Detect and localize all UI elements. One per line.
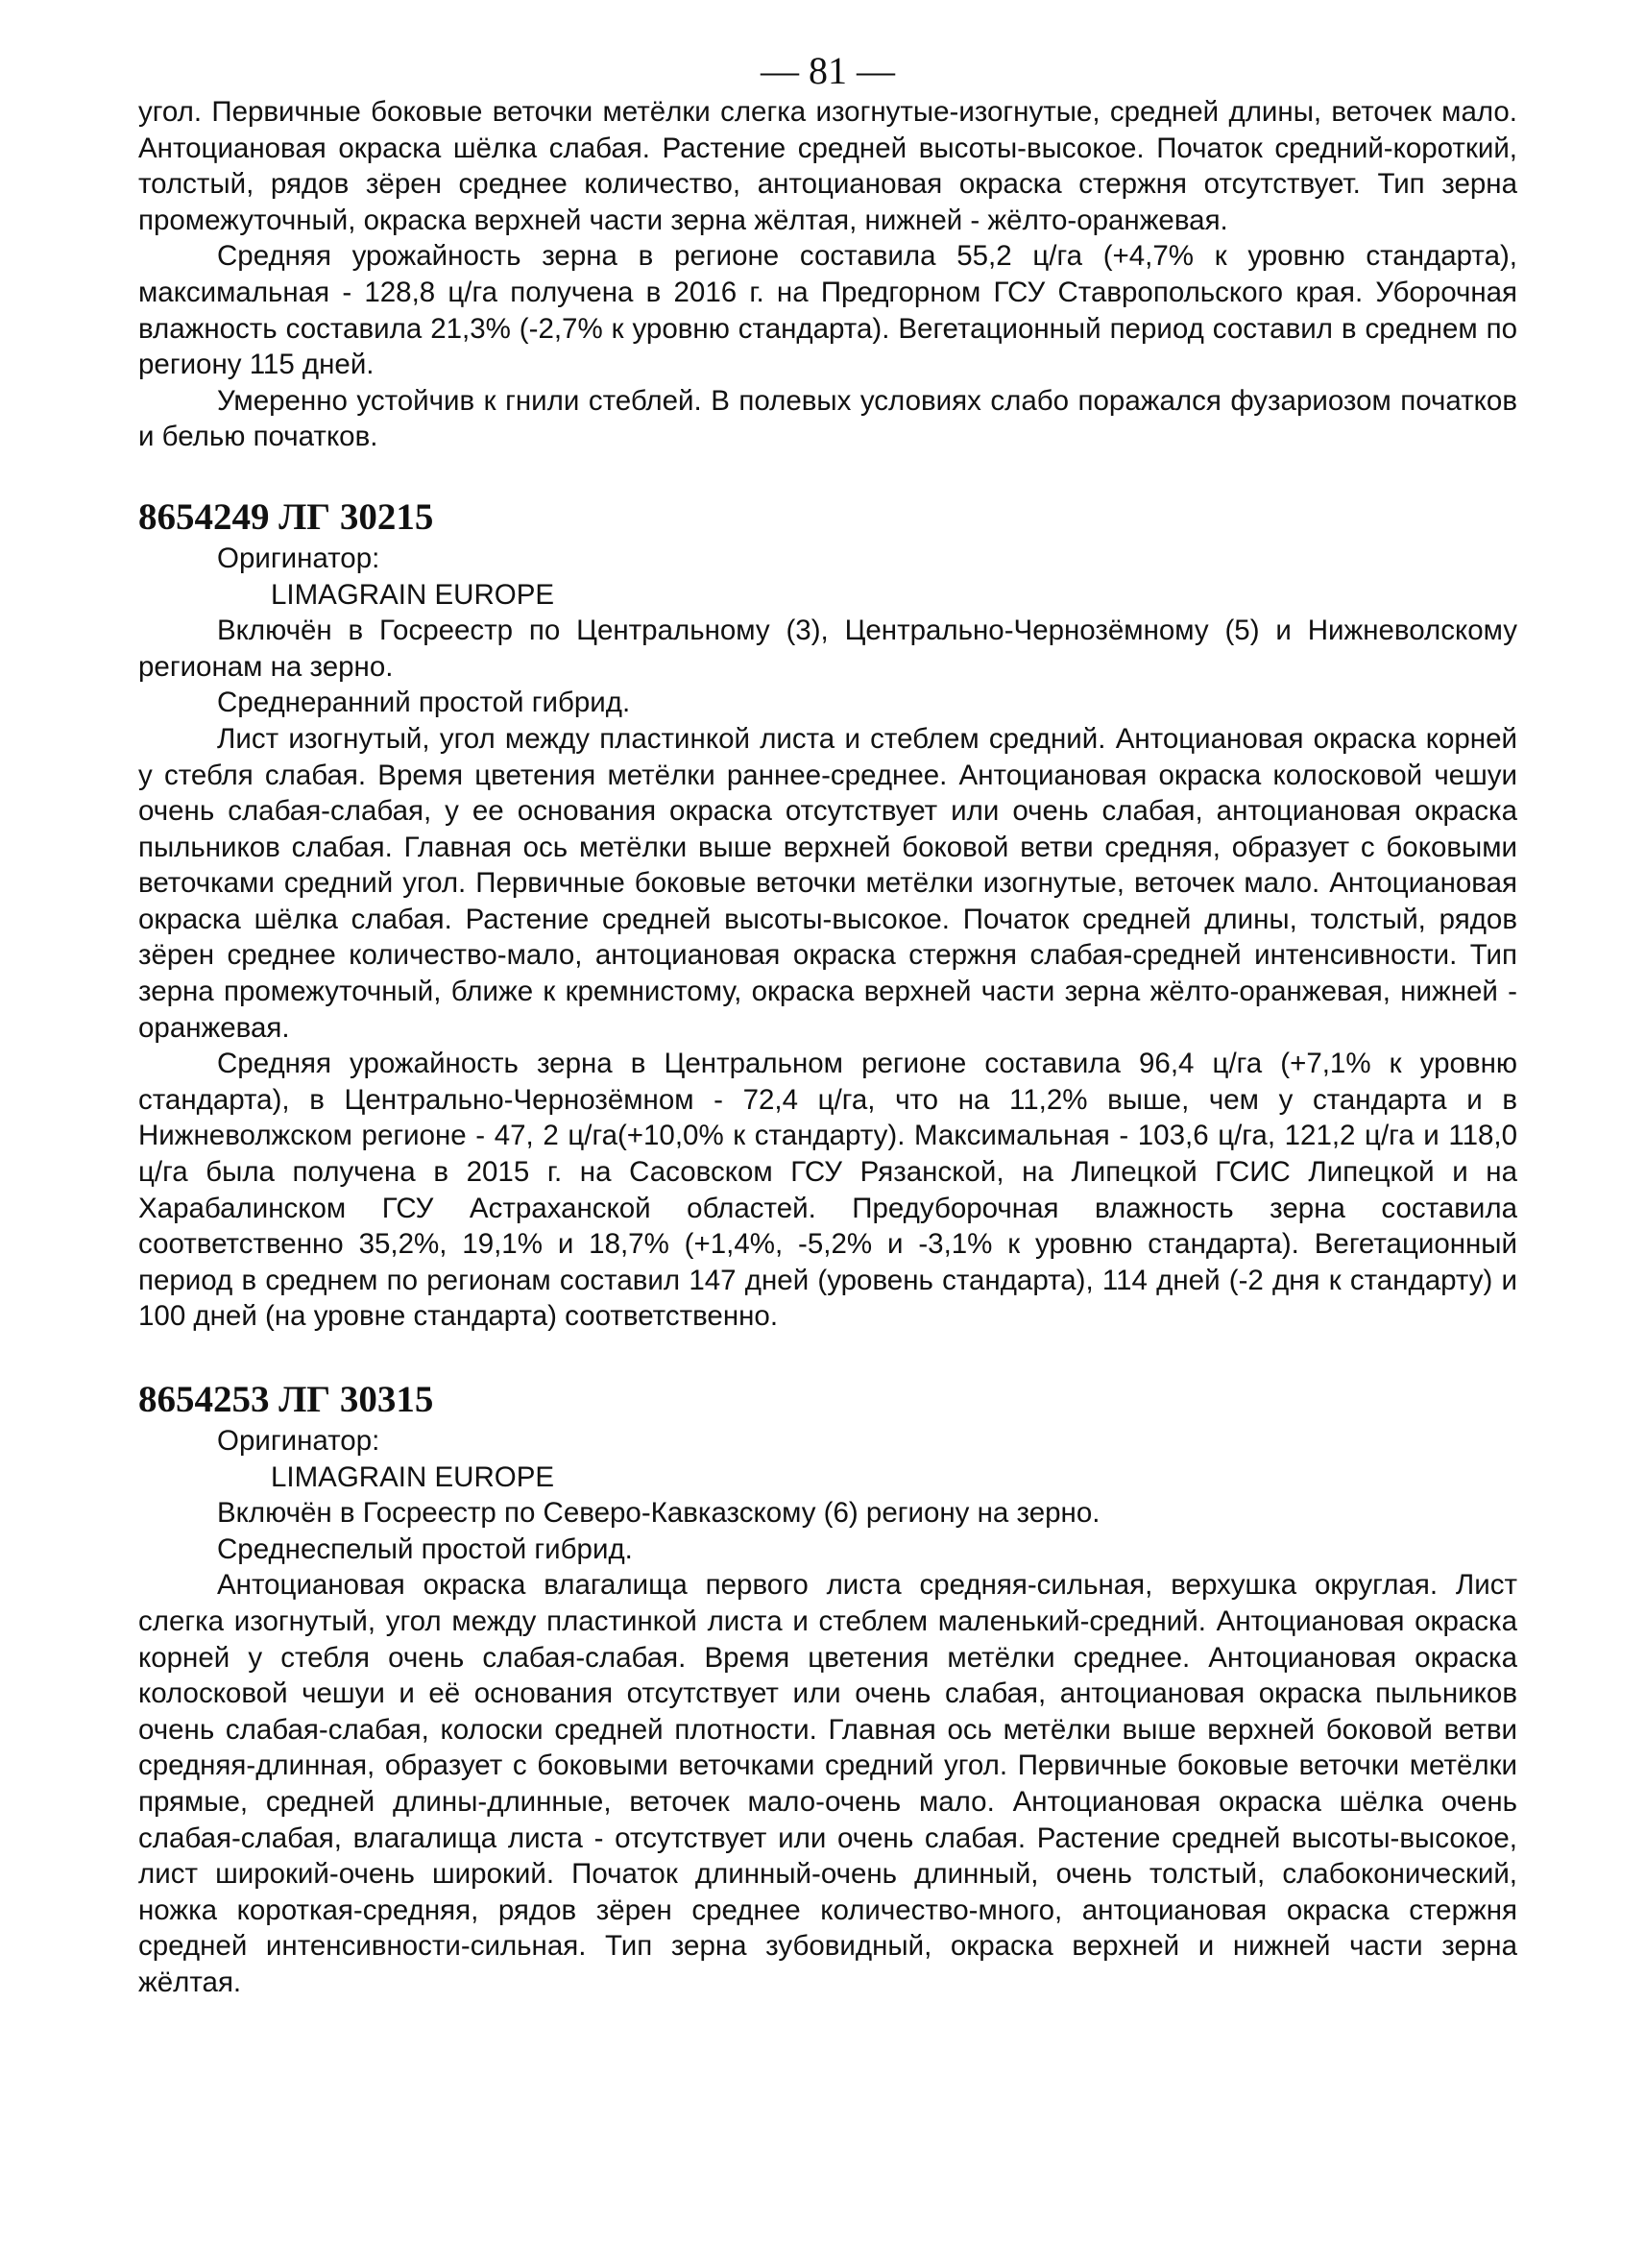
paragraph: Умеренно устойчив к гнили стеблей. В полевых условиях слабо поражался фузариозом початков и белью початков. — [138, 384, 1517, 453]
paragraph: Среднеранний простой гибрид. — [217, 687, 631, 719]
originator-label: Оригинатор: — [217, 1425, 380, 1457]
paragraph: Средняя урожайность зерна в Центральном регионе составила 96,4 ц/га (+7,1% к уровню стандарта), в Центрально-Чернозёмном - 72,4 ц/га, что на 11,2% выше, чем у стандарта и в Нижневолжском регионе - 47, 2 ц/га(+10,0% к стандарту). Максимальная - 103,6 ц/га, 121,2 ц/га и 118,0 ц/га была получена в 2015 г. на Сасовском ГСУ Рязанской, на Липецкой ГСИС Липецкой и на Харабалинском ГСУ Астраханской областей. Предуборочная влажность зерна составила соответственно 35,2%, 19,1% и 18,7% (+1,4%, -5,2% и -3,1% к уровню стандарта). Вегетационный период в среднем по регионам составил 147 дней (уровень стандарта), 114 дней (-2 дня к стандарту) и 100 дней (на уровне стандарта) соответственно. — [138, 1048, 1517, 1333]
paragraph: угол. Первичные боковые веточки метёлки слегка изогнутые-изогнутые, средней длины, веточек мало. Антоциановая окраска шёлка слабая. Растение средней высоты-высокое. Початок средний-короткий, толстый, рядов зёрен среднее количество, антоциановая окраска стержня отсутствует. Тип зерна промежуточный, окраска верхней части зерна жёлтая, нижней - жёлто-оранжевая. — [138, 96, 1517, 236]
entry-lg-30215 — [138, 495, 1517, 1335]
originator-name: LIMAGRAIN EUROPE — [271, 578, 555, 611]
paragraph: Лист изогнутый, угол между пластинкой листа и стеблем средний. Антоциановая окраска корней у стебля слабая. Время цветения метёлки раннее-среднее. Антоциановая окраска колосковой чешуи очень слабая-слабая, у ее основания окраска отсутствует или очень слабая, антоциановая окраска пыльников слабая. Главная ось метёлки выше верхней боковой ветви средняя, образует с боковыми веточками средний угол. Первичные боковые веточки метёлки изогнутые, веточек мало. Антоциановая окраска шёлка слабая. Растение средней высоты-высокое. Початок средней длины, толстый, рядов зёрен среднее количество-мало, антоциановая окраска стержня слабая-средней интенсивности. Тип зерна промежуточный, ближе к кремнистому, окраска верхней части зерна жёлто-оранжевая, нижней - оранжевая. — [138, 722, 1517, 1044]
entry-heading: 8654249 ЛГ 30215 — [138, 495, 434, 538]
paragraph: Среднеспелый простой гибрид. — [217, 1532, 633, 1565]
page-number: — 81 — — [761, 49, 895, 92]
paragraph: Антоциановая окраска влагалища первого листа средняя-сильная, верхушка округлая. Лист слегка изогнутый, угол между пластинкой листа и стеблем маленький-средний. Антоциановая окраска корней у стебля очень слабая-слабая. Время цветения метёлки среднее. Антоциановая окраска колосковой чешуи и её основания отсутствует или очень слабая, антоциановая окраска пыльников очень слабая-слабая, колоски средней плотности. Главная ось метёлки выше верхней боковой ветви средняя-длинная, образует с боковыми веточками средний угол. Первичные боковые веточки метёлки прямые, средней длины-длинные, веточек мало-очень мало. Антоциановая окраска шёлка очень слабая-слабая, влагалища листа - отсутствует или очень слабая. Растение средней высоты-высокое, лист широкий-очень широкий. Початок длинный-очень длинный, очень толстый, слабоконический, ножка короткая-средняя, рядов зёрен среднее количество-много, антоциановая окраска стержня средней интенсивности-сильная. Тип зерна зубовидный, окраска верхней и нижней части зерна жёлтая. — [138, 1569, 1517, 1998]
paragraph: Включён в Госреестр по Северо-Кавказскому (6) региону на зерно. — [217, 1497, 1101, 1530]
paragraph: Включён в Госреестр по Центральному (3), Центрально-Чернозёмному (5) и Нижневолскому регионам на зерно. — [138, 615, 1517, 683]
entry-heading: 8654253 ЛГ 30315 — [138, 1379, 434, 1420]
continuation-section — [138, 94, 1517, 455]
originator-name: LIMAGRAIN EUROPE — [271, 1460, 555, 1493]
document-page — [138, 0, 1517, 2001]
paragraph: Средняя урожайность зерна в регионе составила 55,2 ц/га (+4,7% к уровню стандарта), максимальная - 128,8 ц/га получена в 2016 г. на Предгорном ГСУ Ставропольского края. Уборочная влажность составила 21,3% (-2,7% к уровню стандарта). Вегетационный период составил в среднем по региону 115 дней. — [138, 240, 1517, 381]
originator-label: Оригинатор: — [217, 542, 380, 574]
entry-lg-30315 — [138, 1377, 1517, 2001]
